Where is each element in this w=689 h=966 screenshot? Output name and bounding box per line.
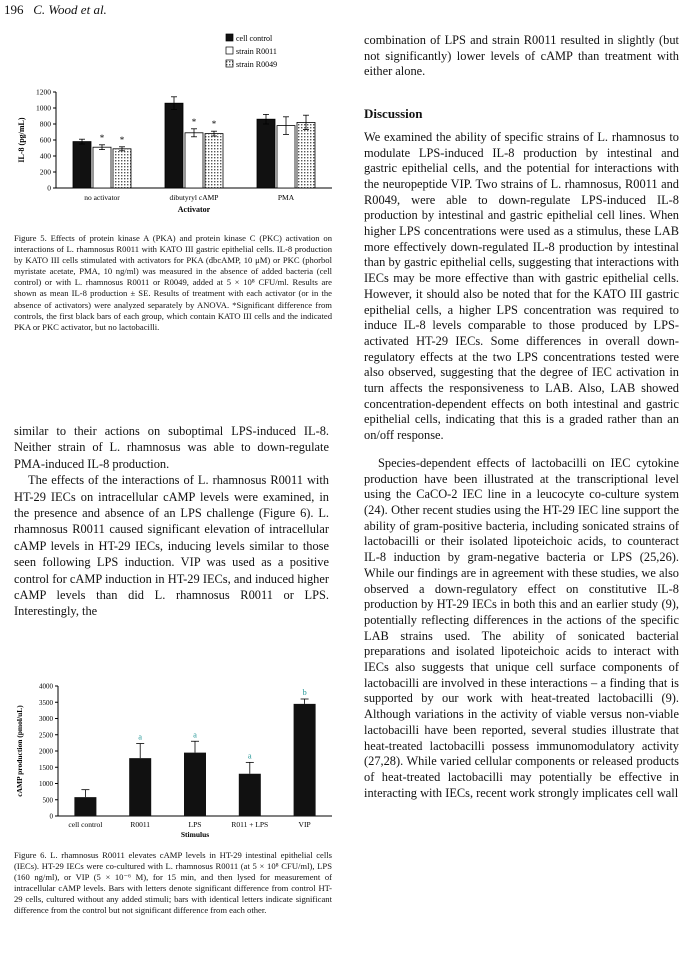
legend-swatch xyxy=(226,47,233,54)
significance-mark: * xyxy=(99,132,105,143)
figure6-caption-text: Figure 6. L. rhamnosus R0011 elevates cAMP levels in HT-29 intestinal epithelial cells (IECs). HT-29 IECs were co-cultured with L. rhamnosus R0011 (at 5 × 10⁸ CFU/ml), LPS (160 ng/ml), or VIP (5 × 10⁻⁶ M), for 15 min, and then lysed for measurement of intracellular cAMP levels. Bars with letters denote significant difference from control HT-29 cells, cultured without any added stimuli; bars with identical letters indicate significant difference from the control but not significant difference from each other. xyxy=(14,850,332,916)
page-number: 196 xyxy=(4,2,24,17)
figure6-chart xyxy=(10,680,340,840)
x-tick-label: VIP xyxy=(298,820,311,829)
significance-mark: * xyxy=(211,119,217,130)
y-tick-label: 4000 xyxy=(39,682,53,691)
y-axis-label: IL-8 (pg/mL) xyxy=(17,117,26,163)
x-tick-label: LPS xyxy=(188,820,202,829)
legend-swatch xyxy=(226,60,233,67)
significance-letter: a xyxy=(247,750,252,761)
y-tick-label: 600 xyxy=(39,135,51,145)
left-column-body xyxy=(14,423,329,620)
bar xyxy=(294,704,316,816)
y-tick-label: 1000 xyxy=(36,103,51,113)
bar xyxy=(165,103,183,188)
significance-letter: a xyxy=(193,729,197,740)
x-axis-label: Stimulus xyxy=(180,830,210,839)
significance-letter: b xyxy=(302,687,307,697)
author-line: C. Wood et al. xyxy=(33,2,107,17)
running-header xyxy=(4,2,107,18)
figure5-caption xyxy=(14,233,332,333)
y-tick-label: 1500 xyxy=(39,763,53,772)
figure5-caption-text: Figure 5. Effects of protein kinase A (PKA) and protein kinase C (PKC) activation on interactions of L. rhamnosus R0011 with KATO III gastric epithelial cells. IL-8 production by KATO III cells stimulated with activators for PKA (dbcAMP, 10 μM) or PKC (phorbol myristate acetate, PMA, 10 ng/ml) was measured in the absence of added bacteria (cell control) or with L. rhamnosus R0011 or R0049, added at 5 × 10⁸ CFU/ml. Results are shown as mean IL-8 production ± SE. Results of treatment with each activator (or in the absence of activators) were analyzed separately by ANOVA. *Significant difference from controls, the first black bars of each group, which contain KATO III cells and the indicated PKA or PKC activator, but no lactobacilli. xyxy=(14,233,332,332)
x-axis-label: Activator xyxy=(177,205,211,214)
x-tick-label: no activator xyxy=(84,193,120,202)
bar xyxy=(185,133,203,188)
y-tick-label: 3000 xyxy=(39,715,53,723)
x-tick-label: R0011 xyxy=(130,820,151,829)
y-axis-label: cAMP production (pmol/uL) xyxy=(15,705,24,797)
bar xyxy=(73,142,91,188)
y-tick-label: 200 xyxy=(39,167,51,177)
right-column-body xyxy=(364,33,679,801)
legend-swatch xyxy=(226,34,233,41)
x-tick-label: dibutyryl cAMP xyxy=(169,193,219,202)
bar xyxy=(129,758,151,816)
right-paragraph-1: We examined the ability of specific strains of L. rhamnosus to modulate LPS-induced IL-8 production by intestinal and gastric epithelial cells, and the potential for interactions with the neuropeptide VIP. Two strains of L. rhamnosus, R0011 and R0049, were able to down-regulate LPS-induced IL-8 production by intestinal and gastric epithelial cell lines. When higher LPS concentrations were used as a stimulus, these LAB more effectively down-regulated IL-8 production by intestinal than by gastric epithelial cells, suggesting that interactions with IECs may be more effective than with gastric epithelial cells. However, it should also be noted that for the KATO III gastric epithelial cells, a higher LPS concentration was required to induce IL-8 levels comparable to those produced by LPS-activated HT-29 IECs. Some differences in overall down-regulatory effects at the two LPS concentrations tested were also observed, suggesting that the degree of IEC activation in turn affects the responsiveness to LAB. Also, LAB showed concentration-dependent effects on both intestinal and gastric epithelial cells, indicating that this is a graded rather than an on/off response. xyxy=(364,129,679,443)
bar xyxy=(74,797,96,816)
legend-label: cell control xyxy=(236,34,273,43)
bar xyxy=(239,774,261,816)
right-paragraph-2: Species-dependent effects of lactobacilli on IEC cytokine production have been illustrated at the transcriptional level using the CaCO-2 IEC line in a leucocyte co-culture system (24). Other recent studies using the HT-29 IEC line support the ability of gram-positive bacteria, including sonicated strains of lactobacilli or their isolated lipoteichoic acids, to counteract IL-8 induction by gram-negative bacteria or LPS (25,26). While our findings are in agreement with these studies, we also observed a down-regulatory effect on constitutive IL-8 production by HT-29 IECs in both this and an earlier study (9), potentially reflecting differences in the actions of the specific LAB strains used. The ability of sonicated bacterial preparations and isolated lipoteichoic acids to interact with IECs also suggests that unique cell surface components of lactobacilli are involved in these interactions – a finding that is supported by our work with heat-treated lactobacilli (9). Although variations in the activity of viable versus non-viable lactobacilli have been reported, several studies illustrate that heat-treated lactobacilli possess immunomodulatory activity (27,28). While varied cellular components or released products of heat-treated lactobacilli may potentially be effective in interacting with IECs, recent work strongly implicates cell wall xyxy=(364,455,679,800)
significance-mark: * xyxy=(119,134,125,145)
y-tick-label: 400 xyxy=(39,151,51,161)
y-tick-label: 0 xyxy=(49,812,53,821)
bar xyxy=(297,122,315,188)
bar xyxy=(257,119,275,188)
x-tick-label: R011 + LPS xyxy=(231,820,269,829)
bar xyxy=(277,126,295,188)
x-tick-label: PMA xyxy=(277,193,295,202)
figure6-caption xyxy=(14,850,332,917)
bar xyxy=(113,149,131,188)
left-paragraph-2: The effects of the interactions of L. rhamnosus R0011 with HT-29 IECs on intracellular cAMP levels were examined, in the presence and absence of an LPS challenge (Figure 6). L. rhamnosus R0011 caused significant elevation of intracellular cAMP levels in HT-29 IECs, inducing levels similar to those seen following LPS induction. VIP was used as a positive control for cAMP induction in HT-29 IECs, and induced higher cAMP levels than did L. rhamnosus R0011 or LPS. Interestingly, the xyxy=(14,473,329,619)
discussion-heading: Discussion xyxy=(364,106,423,122)
x-tick-label: cell control xyxy=(68,820,103,829)
y-tick-label: 3500 xyxy=(39,698,53,707)
left-paragraph-1: similar to their actions on suboptimal LPS-induced IL-8. Neither strain of L. rhamnosus was able to down-regulate PMA-induced IL-8 production. xyxy=(14,424,329,471)
y-tick-label: 0 xyxy=(47,183,51,193)
significance-mark: * xyxy=(191,116,197,127)
bar xyxy=(205,134,223,188)
legend-label: strain R0049 xyxy=(236,60,278,69)
bar xyxy=(93,147,111,188)
legend-label: strain R0011 xyxy=(236,47,277,56)
right-paragraph-0: combination of LPS and strain R0011 resulted in slightly (but not significantly) lower levels of cAMP than treatment with either alone. xyxy=(364,33,679,79)
figure5-chart xyxy=(10,28,340,222)
y-tick-label: 1200 xyxy=(36,87,51,97)
significance-letter: a xyxy=(138,731,143,742)
bar xyxy=(184,753,206,816)
y-tick-label: 2500 xyxy=(39,731,53,740)
y-tick-label: 800 xyxy=(39,119,51,129)
y-tick-label: 500 xyxy=(42,796,53,805)
y-tick-label: 1000 xyxy=(39,780,53,788)
y-tick-label: 2000 xyxy=(39,747,53,756)
